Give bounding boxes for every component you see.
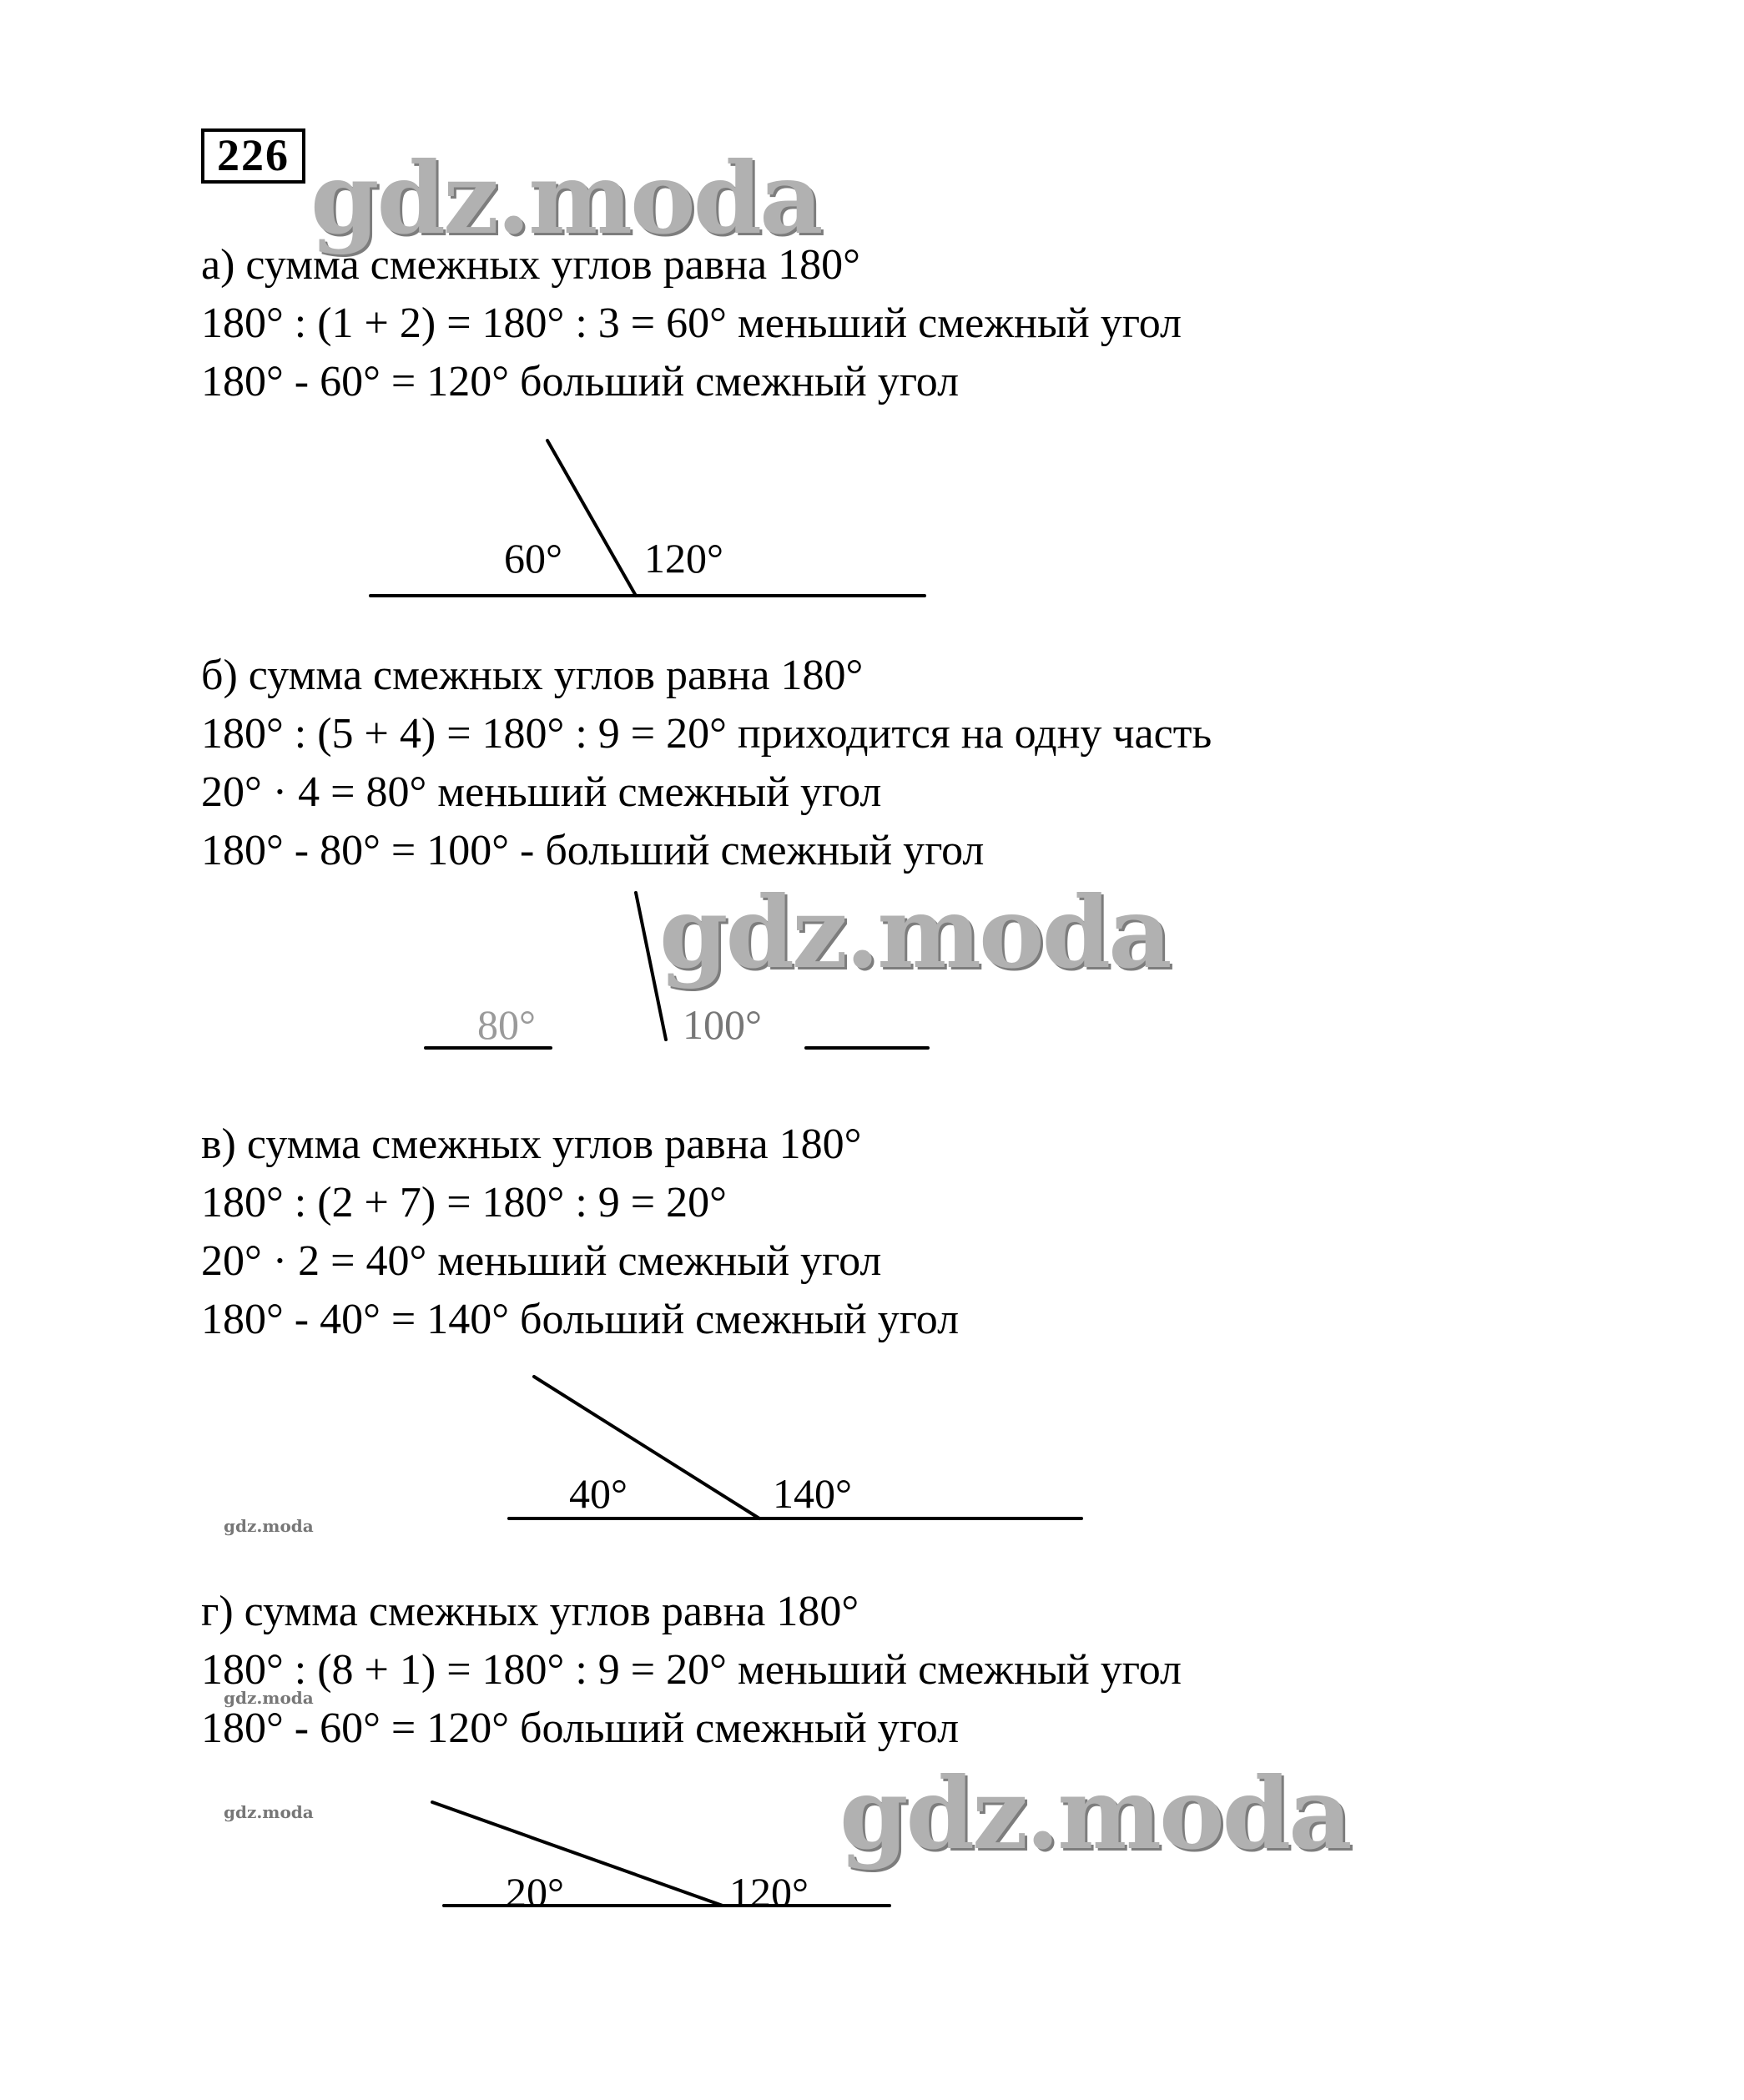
section-c-line-2: 180° : (2 + 7) = 180° : 9 = 20° (201, 1179, 727, 1226)
section-c-line-3: 20° · 2 = 40° меньший смежный угол (201, 1237, 882, 1285)
figure-d-angle-left: 20° (506, 1869, 564, 1916)
figure-b-angle-left: 80° (477, 1001, 536, 1048)
section-c-line-4: 180° - 40° = 140° больший смежный угол (201, 1296, 960, 1343)
section-c-line-1: в) сумма смежных углов равна 180° (201, 1121, 862, 1168)
section-d-line-1: г) сумма смежных углов равна 180° (201, 1588, 859, 1635)
watermark-small: gdz.moda (224, 1688, 314, 1708)
figure-d-ray (432, 1802, 723, 1906)
section-b-line-3: 20° · 4 = 80° меньший смежный угол (201, 768, 882, 816)
figure-d (432, 1802, 890, 1906)
watermark: gdz.moda (839, 1755, 1350, 1871)
section-b-line-4: 180° - 80° = 100° - больший смежный угол (201, 827, 985, 874)
figure-b-angle-right: 100° (683, 1001, 762, 1048)
section-a-line-2: 180° : (1 + 2) = 180° : 3 = 60° меньший смежный угол (201, 300, 1182, 347)
watermark: gdz.moda (310, 140, 821, 256)
figure-a-angle-right: 120° (644, 535, 723, 582)
figure-c-angle-left: 40° (569, 1470, 628, 1517)
section-b-line-1: б) сумма смежных углов равна 180° (201, 652, 864, 699)
section-b-line-2: 180° : (5 + 4) = 180° : 9 = 20° приходится на одну часть (201, 710, 1212, 758)
section-a-line-3: 180° - 60° = 120° больший смежный угол (201, 358, 960, 405)
section-d-line-3: 180° - 60° = 120° больший смежный угол (201, 1705, 960, 1752)
section-d-line-2: 180° : (8 + 1) = 180° : 9 = 20° меньший смежный угол (201, 1646, 1182, 1694)
section-a-line-1: а) сумма смежных углов равна 180° (201, 241, 860, 289)
figure-c-angle-right: 140° (773, 1470, 852, 1517)
watermark-small: gdz.moda (224, 1516, 314, 1536)
figure-c-ray (534, 1377, 759, 1518)
figure-d-angle-right: 120° (729, 1869, 809, 1916)
figure-b-ray (636, 893, 666, 1040)
watermark: gdz.moda (659, 874, 1170, 990)
watermark-small: gdz.moda (224, 1802, 314, 1822)
figure-a-angle-left: 60° (504, 535, 562, 582)
problem-number: 226 (201, 128, 305, 184)
